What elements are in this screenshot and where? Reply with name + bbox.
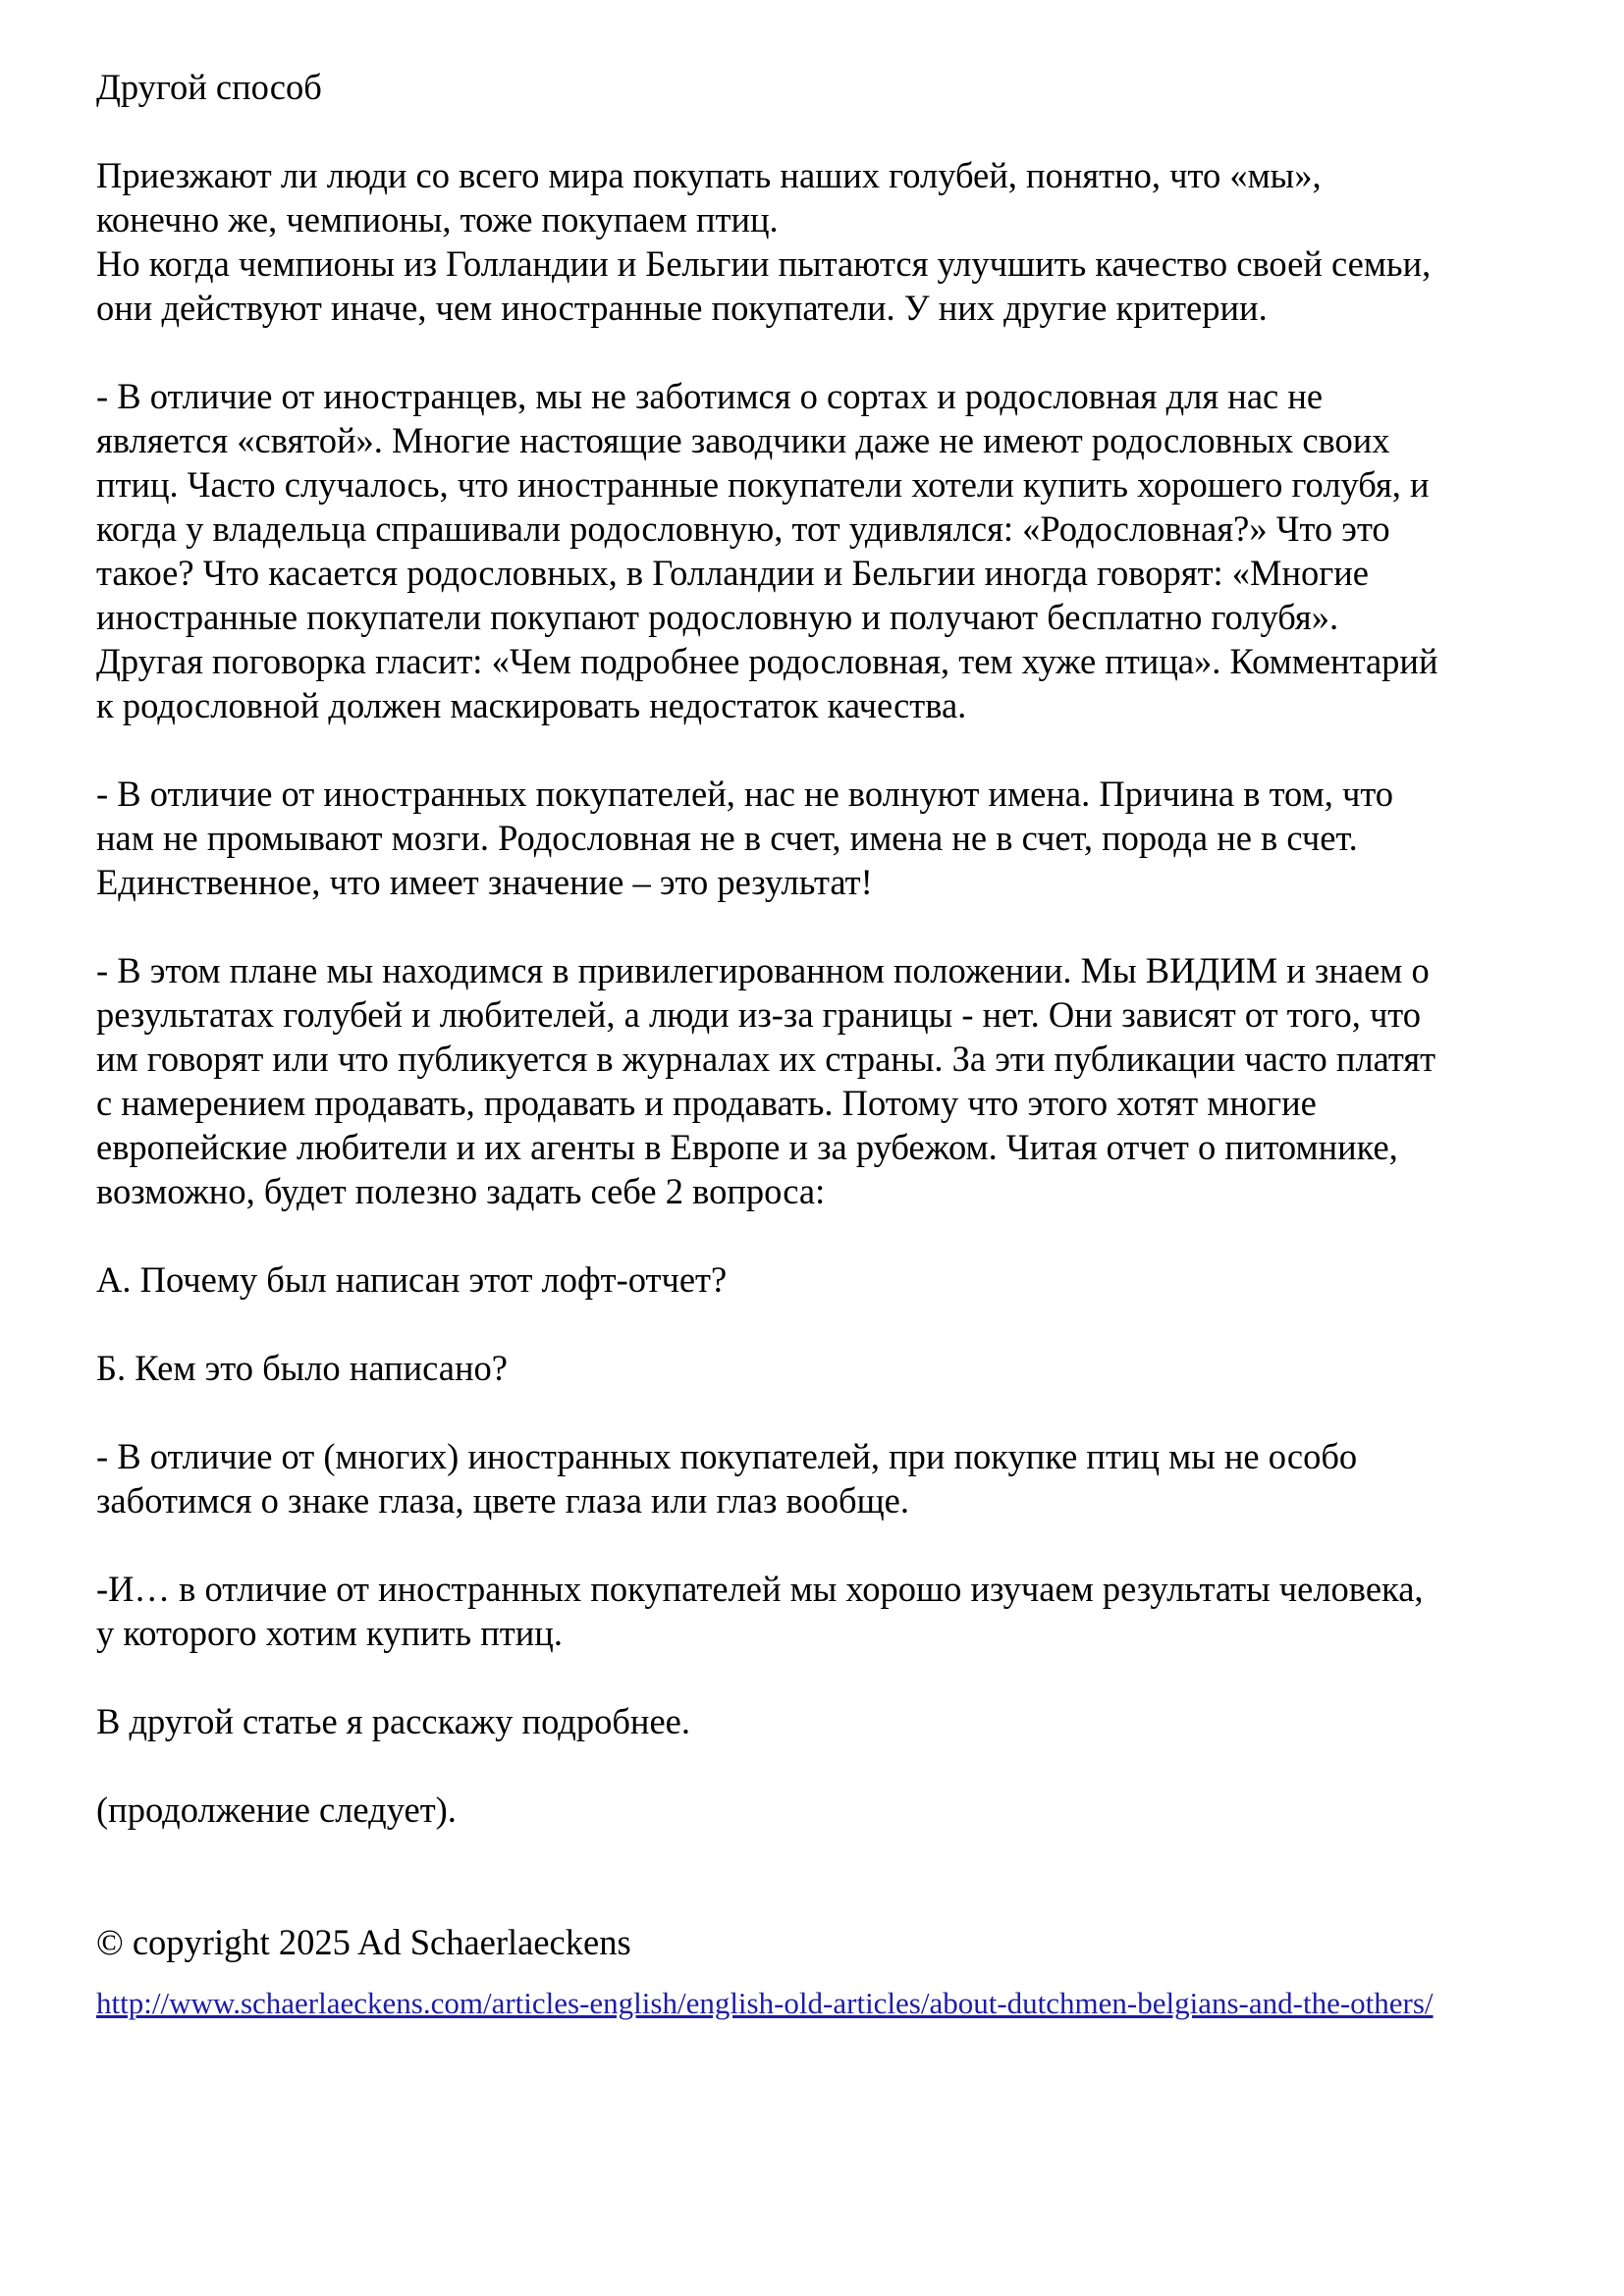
document-page [96, 65, 1569, 2023]
spacer [96, 904, 1569, 948]
question-a: А. Почему был написан этот лофт-отчет? [96, 1259, 728, 1300]
spacer [96, 1522, 1569, 1567]
spacer [96, 1213, 1569, 1257]
names-paragraph [96, 772, 1569, 904]
paragraph-line: -И… в отличие от иностранных покупателей мы хорошо изучаем результаты человека, [96, 1569, 1424, 1609]
spacer [96, 727, 1569, 772]
paragraph-line: является «святой». Многие настоящие заводчики даже не имеют родословных своих [96, 420, 1390, 460]
pedigree-paragraph [96, 374, 1569, 727]
paragraph-line: птиц. Часто случалось, что иностранные покупатели хотели купить хорошего голубя, и [96, 464, 1430, 505]
paragraph-line: конечно же, чемпионы, тоже покупаем птиц. [96, 199, 779, 240]
paragraph-line: такое? Что касается родословных, в Голландии и Бельгии иногда говорят: «Многие [96, 553, 1369, 593]
document-title: Другой способ [96, 67, 322, 107]
paragraph-line: Другая поговорка гласит: «Чем подробнее родословная, тем хуже птица». Комментарий [96, 641, 1438, 681]
spacer [96, 1302, 1569, 1346]
paragraph-line: они действуют иначе, чем иностранные покупатели. У них другие критерии. [96, 288, 1268, 328]
paragraph-line: - В отличие от иностранных покупателей, нас не волнуют имена. Причина в том, что [96, 774, 1394, 814]
paragraph-line: им говорят или что публикуется в журналах их страны. За эти публикации часто платят [96, 1039, 1436, 1079]
paragraph-line: Приезжают ли люди со всего мира покупать наших голубей, понятно, что «мы», [96, 155, 1322, 195]
eye-sign-paragraph [96, 1434, 1569, 1522]
to-be-continued-note: (продолжение следует). [96, 1789, 457, 1830]
source-link[interactable]: http://www.schaerlaeckens.com/articles-english/english-old-articles/about-dutchmen-belgians-and-the-others/ [96, 1986, 1434, 2020]
spacer [96, 109, 1569, 153]
paragraph-line: заботимся о знаке глаза, цвете глаза или глаз вообще. [96, 1480, 910, 1521]
spacer [96, 1832, 1569, 1876]
paragraph-line: когда у владельца спрашивали родословную, тот удивлялся: «Родословная?» Что это [96, 508, 1390, 549]
results-paragraph [96, 1567, 1569, 1655]
copyright-notice: © copyright 2025 Ad Schaerlaeckens [96, 1922, 631, 1962]
privileged-position-paragraph [96, 948, 1569, 1213]
question-b: Б. Кем это было написано? [96, 1348, 508, 1388]
paragraph-line: - В этом плане мы находимся в привилегированном положении. Мы ВИДИМ и знаем о [96, 950, 1430, 990]
paragraph-line: европейские любители и их агенты в Европе и за рубежом. Читая отчет о питомнике, [96, 1127, 1398, 1167]
spacer [96, 1743, 1569, 1788]
paragraph-line: с намерением продавать, продавать и продавать. Потому что этого хотят многие [96, 1083, 1317, 1123]
next-article-note: В другой статье я расскажу подробнее. [96, 1701, 690, 1741]
paragraph-line: Единственное, что имеет значение – это результат! [96, 862, 873, 902]
paragraph-line: к родословной должен маскировать недостаток качества. [96, 685, 967, 725]
paragraph-line: Но когда чемпионы из Голландии и Бельгии пытаются улучшить качество своей семьи, [96, 243, 1432, 284]
spacer [96, 330, 1569, 374]
paragraph-line: возможно, будет полезно задать себе 2 вопроса: [96, 1171, 826, 1211]
paragraph-line: нам не промывают мозги. Родословная не в счет, имена не в счет, порода не в счет. [96, 818, 1358, 858]
paragraph-line: - В отличие от иностранцев, мы не заботимся о сортах и родословная для нас не [96, 376, 1324, 416]
spacer [96, 1655, 1569, 1699]
paragraph-line: - В отличие от (многих) иностранных покупателей, при покупке птиц мы не особо [96, 1436, 1358, 1476]
paragraph-line: у которого хотим купить птиц. [96, 1613, 563, 1653]
paragraph-line: иностранные покупатели покупают родословную и получают бесплатно голубя». [96, 597, 1339, 637]
paragraph-line: результатах голубей и любителей, а люди из-за границы - нет. Они зависят от того, что [96, 994, 1422, 1035]
spacer [96, 1876, 1569, 1920]
spacer [96, 1390, 1569, 1434]
intro-paragraph [96, 153, 1569, 330]
